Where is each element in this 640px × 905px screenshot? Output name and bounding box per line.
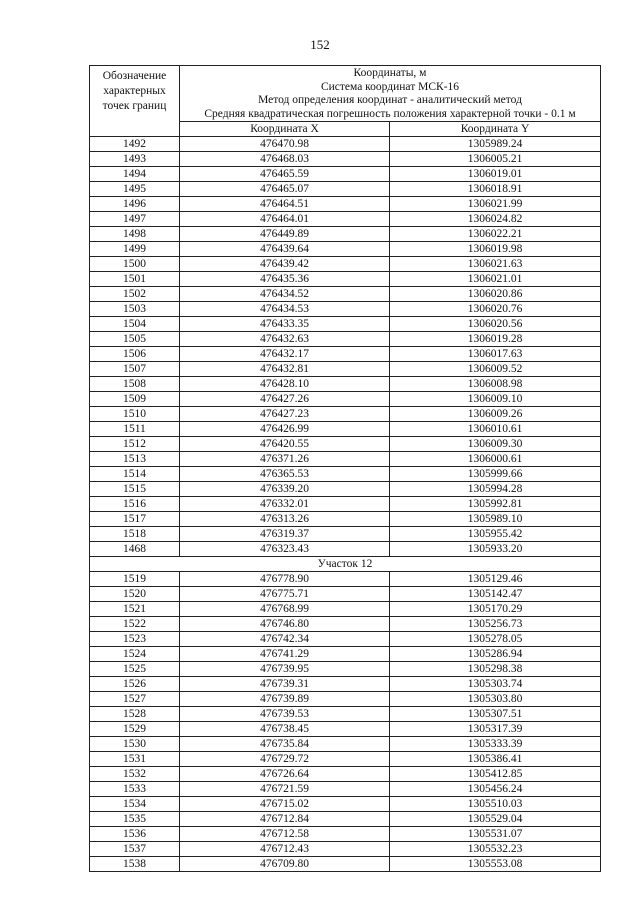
table-row (90, 722, 601, 737)
point-id-cell: 1497 (90, 212, 180, 227)
coord-x-cell: 476332.01 (180, 497, 390, 512)
table-row (90, 797, 601, 812)
coord-y-cell: 1306021.99 (390, 197, 601, 212)
point-id-cell: 1512 (90, 437, 180, 452)
coord-x-cell: 476432.17 (180, 347, 390, 362)
coordinates-table (89, 65, 601, 872)
point-id-cell: 1492 (90, 137, 180, 152)
table-row (90, 572, 601, 587)
point-id-cell: 1529 (90, 722, 180, 737)
coord-y-cell: 1306009.52 (390, 362, 601, 377)
table-row (90, 812, 601, 827)
point-id-cell: 1496 (90, 197, 180, 212)
coord-y-cell: 1305553.08 (390, 857, 601, 872)
coord-x-cell: 476339.20 (180, 482, 390, 497)
coord-x-cell: 476432.63 (180, 332, 390, 347)
coord-x-cell: 476746.80 (180, 617, 390, 632)
table-row (90, 602, 601, 617)
section-label: Участок 12 (90, 557, 601, 572)
coord-x-cell: 476715.02 (180, 797, 390, 812)
coord-x-cell: 476427.23 (180, 407, 390, 422)
coord-y-cell: 1305307.51 (390, 707, 601, 722)
table-row (90, 512, 601, 527)
coord-y-cell: 1306017.63 (390, 347, 601, 362)
table-row (90, 752, 601, 767)
coord-y-cell: 1305989.10 (390, 512, 601, 527)
coord-x-cell: 476735.84 (180, 737, 390, 752)
coord-x-cell: 476712.84 (180, 812, 390, 827)
table-row (90, 242, 601, 257)
coord-y-cell: 1305317.39 (390, 722, 601, 737)
table-row (90, 152, 601, 167)
determination-method: Метод определения координат - аналитический метод (258, 94, 522, 106)
point-id-cell: 1510 (90, 407, 180, 422)
point-id-cell: 1538 (90, 857, 180, 872)
point-id-cell: 1511 (90, 422, 180, 437)
coordinate-system: Система координат МСК-16 (320, 80, 460, 93)
coord-y-cell: 1305999.66 (390, 467, 601, 482)
point-id-cell: 1502 (90, 287, 180, 302)
coord-y-cell: 1306009.26 (390, 407, 601, 422)
point-id-cell: 1531 (90, 752, 180, 767)
coord-x-cell: 476319.37 (180, 527, 390, 542)
coord-x-cell: 476768.99 (180, 602, 390, 617)
point-id-cell: 1535 (90, 812, 180, 827)
point-id-header-line-2: характерных (103, 85, 166, 97)
coord-x-cell: 476439.42 (180, 257, 390, 272)
table-row (90, 302, 601, 317)
point-id-cell: 1526 (90, 677, 180, 692)
table-row (90, 497, 601, 512)
coord-x-cell: 476775.71 (180, 587, 390, 602)
table-body-1 (90, 137, 601, 557)
coord-x-cell: 476313.26 (180, 512, 390, 527)
table-row (90, 347, 601, 362)
coord-y-cell: 1305278.05 (390, 632, 601, 647)
coord-y-cell: 1306021.01 (390, 272, 601, 287)
point-id-cell: 1468 (90, 542, 180, 557)
coord-y-cell: 1306010.61 (390, 422, 601, 437)
coord-x-cell: 476709.80 (180, 857, 390, 872)
coord-x-cell: 476739.95 (180, 662, 390, 677)
table-row (90, 452, 601, 467)
coord-x-cell: 476721.59 (180, 782, 390, 797)
coord-x-cell: 476465.07 (180, 182, 390, 197)
coord-x-cell: 476323.43 (180, 542, 390, 557)
point-id-cell: 1519 (90, 572, 180, 587)
accuracy-note: Средняя квадратическая погрешность положения характерной точки - 0.1 м (204, 107, 576, 120)
point-id-cell: 1514 (90, 467, 180, 482)
point-id-cell: 1534 (90, 797, 180, 812)
table-row (90, 767, 601, 782)
point-id-header (90, 66, 180, 137)
point-id-cell: 1508 (90, 377, 180, 392)
point-id-cell: 1501 (90, 272, 180, 287)
table-row (90, 197, 601, 212)
coordinates-title: Координаты, м (353, 67, 427, 79)
coord-y-cell: 1306018.91 (390, 182, 601, 197)
coord-y-cell: 1306019.01 (390, 167, 601, 182)
table-row (90, 437, 601, 452)
point-id-cell: 1525 (90, 662, 180, 677)
table-row (90, 827, 601, 842)
table-row (90, 587, 601, 602)
table-row (90, 377, 601, 392)
point-id-cell: 1533 (90, 782, 180, 797)
table-row (90, 332, 601, 347)
table-row (90, 467, 601, 482)
point-id-cell: 1499 (90, 242, 180, 257)
table-row (90, 227, 601, 242)
coord-y-cell: 1305933.20 (390, 542, 601, 557)
table-row (90, 272, 601, 287)
point-id-cell: 1532 (90, 767, 180, 782)
point-id-cell: 1494 (90, 167, 180, 182)
point-id-cell: 1507 (90, 362, 180, 377)
point-id-cell: 1509 (90, 392, 180, 407)
coord-y-cell: 1306005.21 (390, 152, 601, 167)
point-id-cell: 1530 (90, 737, 180, 752)
point-id-cell: 1523 (90, 632, 180, 647)
coord-x-cell: 476435.36 (180, 272, 390, 287)
table-row (90, 692, 601, 707)
table-row (90, 482, 601, 497)
table-row (90, 212, 601, 227)
coord-x-cell: 476712.58 (180, 827, 390, 842)
coord-y-cell: 1305303.74 (390, 677, 601, 692)
coord-y-cell: 1306020.86 (390, 287, 601, 302)
coord-y-cell: 1306019.98 (390, 242, 601, 257)
table-row (90, 632, 601, 647)
point-id-cell: 1513 (90, 452, 180, 467)
section-row (90, 557, 601, 572)
coord-y-cell: 1306000.61 (390, 452, 601, 467)
coord-x-cell: 476739.31 (180, 677, 390, 692)
table-row (90, 662, 601, 677)
coord-y-cell: 1306022.21 (390, 227, 601, 242)
point-id-cell: 1506 (90, 347, 180, 362)
point-id-cell: 1493 (90, 152, 180, 167)
coord-x-cell: 476738.45 (180, 722, 390, 737)
column-y-header: Координата Y (390, 122, 601, 137)
coord-x-cell: 476365.53 (180, 467, 390, 482)
coord-y-cell: 1305170.29 (390, 602, 601, 617)
point-id-header-line-3: точек границ (102, 100, 167, 112)
point-id-cell: 1495 (90, 182, 180, 197)
coord-x-cell: 476449.89 (180, 227, 390, 242)
coord-y-cell: 1306019.28 (390, 332, 601, 347)
coord-x-cell: 476468.03 (180, 152, 390, 167)
table-row (90, 392, 601, 407)
coord-y-cell: 1305386.41 (390, 752, 601, 767)
coord-y-cell: 1305142.47 (390, 587, 601, 602)
coord-y-cell: 1306020.56 (390, 317, 601, 332)
table-row (90, 362, 601, 377)
coord-x-cell: 476439.64 (180, 242, 390, 257)
table-row (90, 167, 601, 182)
coord-x-cell: 476778.90 (180, 572, 390, 587)
coord-x-cell: 476433.35 (180, 317, 390, 332)
coord-x-cell: 476739.89 (180, 692, 390, 707)
coord-y-cell: 1305303.80 (390, 692, 601, 707)
point-id-cell: 1521 (90, 602, 180, 617)
point-id-cell: 1522 (90, 617, 180, 632)
coord-x-cell: 476729.72 (180, 752, 390, 767)
coord-x-cell: 476464.51 (180, 197, 390, 212)
table-row (90, 707, 601, 722)
table-row (90, 647, 601, 662)
table-row (90, 842, 601, 857)
coord-x-cell: 476712.43 (180, 842, 390, 857)
point-id-header-line-1: Обозначение (102, 70, 167, 82)
coordinates-header (180, 66, 601, 122)
table-row (90, 782, 601, 797)
point-id-cell: 1517 (90, 512, 180, 527)
point-id-cell: 1527 (90, 692, 180, 707)
coord-y-cell: 1306008.98 (390, 377, 601, 392)
coord-y-cell: 1305129.46 (390, 572, 601, 587)
coord-x-cell: 476434.52 (180, 287, 390, 302)
table-body-2 (90, 572, 601, 872)
table-row (90, 857, 601, 872)
coord-y-cell: 1306021.63 (390, 257, 601, 272)
coord-x-cell: 476426.99 (180, 422, 390, 437)
coord-x-cell: 476420.55 (180, 437, 390, 452)
coord-y-cell: 1305456.24 (390, 782, 601, 797)
coord-y-cell: 1305994.28 (390, 482, 601, 497)
coord-y-cell: 1305532.23 (390, 842, 601, 857)
point-id-cell: 1537 (90, 842, 180, 857)
point-id-cell: 1500 (90, 257, 180, 272)
coord-x-cell: 476741.29 (180, 647, 390, 662)
coord-x-cell: 476371.26 (180, 452, 390, 467)
table-row (90, 137, 601, 152)
coord-y-cell: 1305955.42 (390, 527, 601, 542)
coord-y-cell: 1305333.39 (390, 737, 601, 752)
coord-y-cell: 1305531.07 (390, 827, 601, 842)
coord-x-cell: 476739.53 (180, 707, 390, 722)
table-row (90, 257, 601, 272)
table-row (90, 317, 601, 332)
coord-x-cell: 476427.26 (180, 392, 390, 407)
table-row (90, 422, 601, 437)
point-id-cell: 1498 (90, 227, 180, 242)
coord-y-cell: 1305992.81 (390, 497, 601, 512)
table-row (90, 677, 601, 692)
coord-y-cell: 1305529.04 (390, 812, 601, 827)
coord-y-cell: 1306009.10 (390, 392, 601, 407)
table-row (90, 617, 601, 632)
coord-y-cell: 1305256.73 (390, 617, 601, 632)
coord-y-cell: 1305412.85 (390, 767, 601, 782)
table-row (90, 182, 601, 197)
coord-x-cell: 476465.59 (180, 167, 390, 182)
coord-y-cell: 1305989.24 (390, 137, 601, 152)
point-id-cell: 1504 (90, 317, 180, 332)
coord-x-cell: 476428.10 (180, 377, 390, 392)
coord-y-cell: 1306020.76 (390, 302, 601, 317)
point-id-cell: 1520 (90, 587, 180, 602)
point-id-cell: 1515 (90, 482, 180, 497)
point-id-cell: 1524 (90, 647, 180, 662)
coord-y-cell: 1305286.94 (390, 647, 601, 662)
coord-x-cell: 476742.34 (180, 632, 390, 647)
point-id-cell: 1518 (90, 527, 180, 542)
point-id-cell: 1516 (90, 497, 180, 512)
coord-x-cell: 476434.53 (180, 302, 390, 317)
coord-y-cell: 1305510.03 (390, 797, 601, 812)
coord-x-cell: 476432.81 (180, 362, 390, 377)
column-x-header: Координата X (180, 122, 390, 137)
coord-y-cell: 1306009.30 (390, 437, 601, 452)
coord-x-cell: 476464.01 (180, 212, 390, 227)
point-id-cell: 1503 (90, 302, 180, 317)
table-row (90, 737, 601, 752)
coord-x-cell: 476726.64 (180, 767, 390, 782)
page-number: 152 (310, 37, 330, 52)
coord-y-cell: 1305298.38 (390, 662, 601, 677)
point-id-cell: 1536 (90, 827, 180, 842)
table-row (90, 542, 601, 557)
table-row (90, 407, 601, 422)
table-row (90, 527, 601, 542)
point-id-cell: 1528 (90, 707, 180, 722)
coord-x-cell: 476470.98 (180, 137, 390, 152)
coord-y-cell: 1306024.82 (390, 212, 601, 227)
table-row (90, 287, 601, 302)
point-id-cell: 1505 (90, 332, 180, 347)
